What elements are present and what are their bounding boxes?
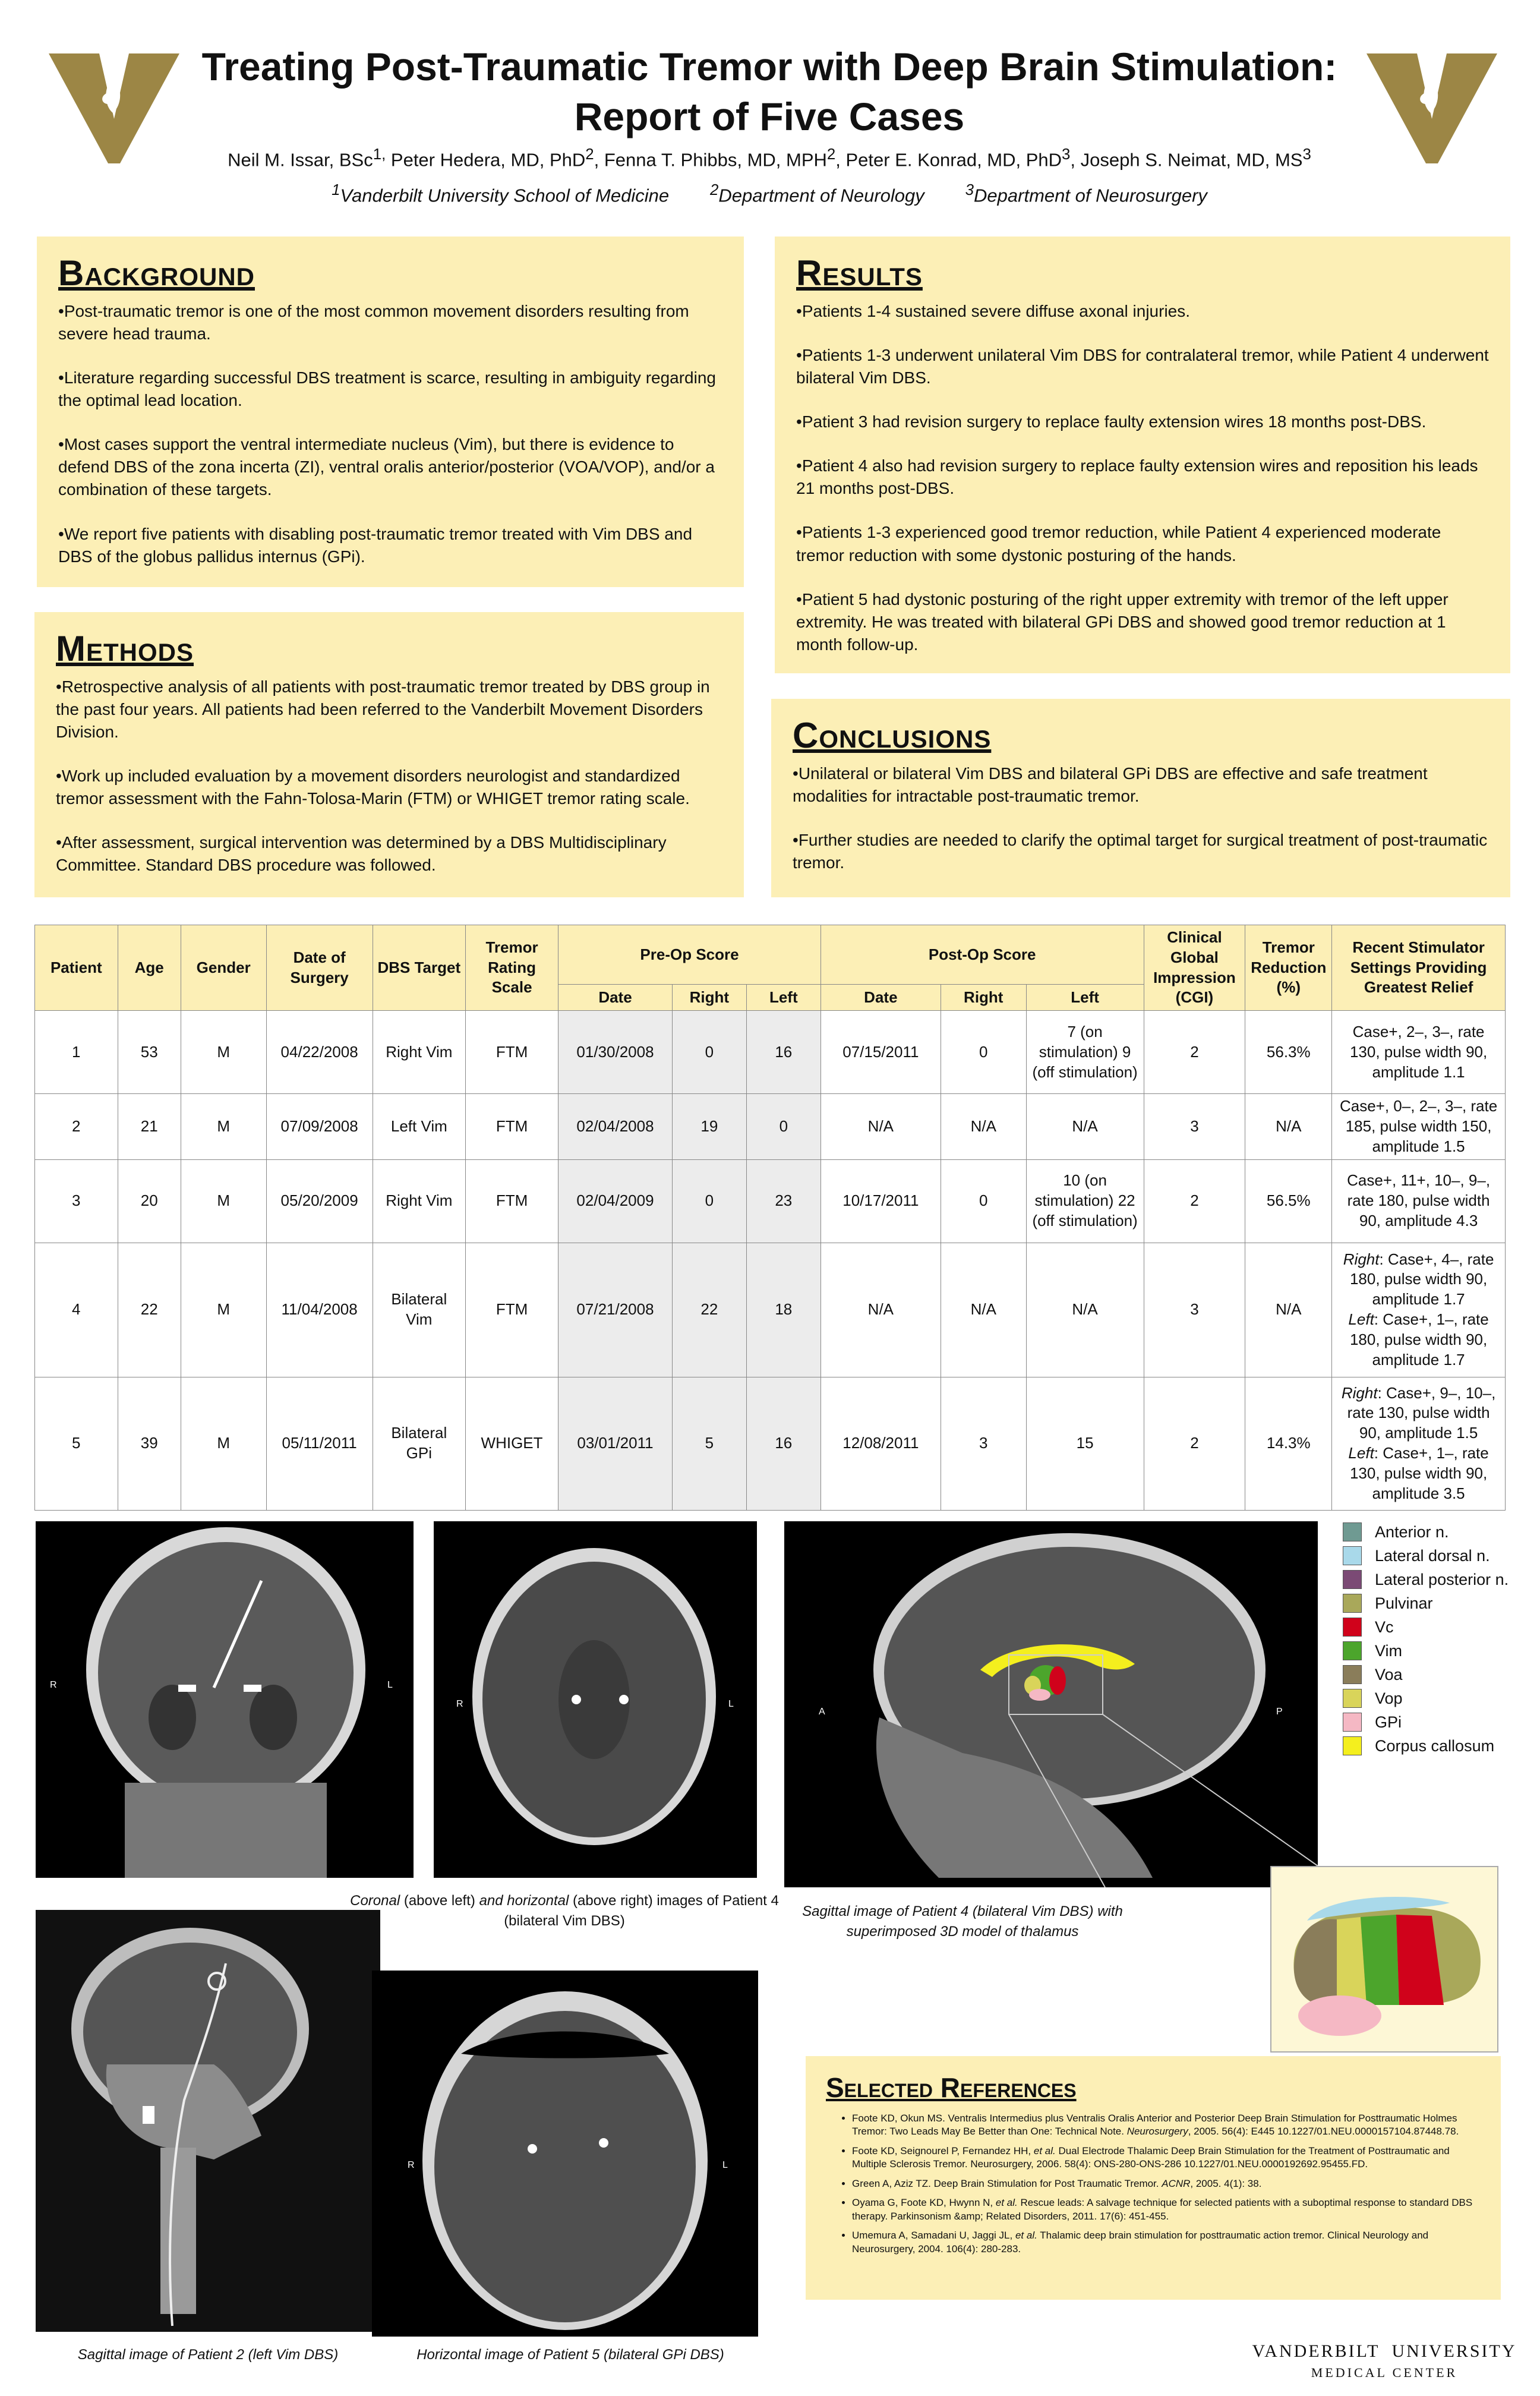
side-label-r: R	[456, 1699, 463, 1709]
results-heading: Results	[796, 253, 923, 293]
header-rating-scale: Tremor Rating Scale	[465, 925, 558, 1011]
side-label-a: A	[819, 1707, 825, 1717]
caption-sagittal-patient2: Sagittal image of Patient 2 (left Vim DBS)	[77, 2347, 339, 2363]
header-settings: Recent Stimulator Settings Providing Greatest Relief	[1332, 925, 1506, 1011]
header-gender: Gender	[181, 925, 266, 1011]
affiliations: $^1$Vanderbilt University School of Medicine $^2$Department of Neurology $^3$Department of Neurosurgery	[332, 182, 1207, 206]
header-pre-left: Left	[746, 985, 821, 1011]
header-reduction: Tremor Reduction (%)	[1245, 925, 1332, 1011]
conclusions-section	[771, 699, 1510, 897]
methods-item: • Retrospective analysis of all patients with post-traumatic tremor treated by DBS group in the past four years. All patients had been referred to the Vanderbilt Movement Disorders Division.	[56, 676, 722, 743]
legend-swatch	[1343, 1618, 1362, 1637]
methods-item: • After assessment, surgical intervention was determined by a DBS Multidisciplinary Committee. Standard DBS procedure was followed.	[56, 831, 722, 877]
background-heading: Background	[58, 253, 255, 293]
legend-item: Vim	[1343, 1641, 1402, 1660]
legend-swatch	[1343, 1594, 1362, 1613]
references-heading: Selected References	[826, 2072, 1077, 2103]
header-patient: Patient	[35, 925, 118, 1011]
reference-item: • Umemura A, Samadani U, Jaggi JL, et al. Thalamic deep brain stimulation for posttraumatic action tremor. Clinical Neurology and Neurosurgery, 2004. 106(4): 280-283.	[852, 2229, 1481, 2256]
conclusions-item: • Unilateral or bilateral Vim DBS and bilateral GPi DBS are effective and safe treatment modalities for intractable post-traumatic tremor.	[793, 762, 1489, 808]
background-item: • We report five patients with disabling post-traumatic tremor treated with Vim DBS and DBS of the globus pallidus internus (GPi).	[58, 523, 722, 568]
header-pre-right: Right	[672, 985, 746, 1011]
side-label-l: L	[387, 1680, 393, 1690]
results-item: • Patients 1-3 underwent unilateral Vim DBS for contralateral tremor, while Patient 4 underwent bilateral Vim DBS.	[796, 344, 1489, 389]
background-section	[37, 237, 744, 587]
results-item: • Patient 5 had dystonic posturing of the right upper extremity with tremor of the left upper extremity. He was treated with bilateral GPi DBS and showed good tremor reduction at 1 month follow-up.	[796, 588, 1489, 656]
poster-title: Treating Post-Traumatic Tremor with Deep Brain Stimulation: Report of Five Cases	[201, 45, 1337, 139]
legend-item: Lateral posterior n.	[1343, 1570, 1509, 1589]
coronal-ct-image	[36, 1521, 414, 1878]
methods-section	[34, 612, 744, 897]
references-section	[806, 2056, 1501, 2300]
reference-item: • Green A, Aziz TZ. Deep Brain Stimulation for Post Traumatic Tremor. ACNR, 2005. 4(1): 38.	[852, 2177, 1481, 2190]
horizontal-ct-patient5-image	[372, 1971, 758, 2337]
side-label-l: L	[728, 1699, 734, 1709]
header-preop: Pre-Op Score	[558, 925, 821, 985]
legend-item: Pulvinar	[1343, 1594, 1433, 1613]
table-row: 2 21 M 07/09/2008 Left Vim FTM 02/04/2008 19 0 N/A N/A N/A 3 N/A Case+, 0–, 2–, 3–, rate 185, pulse width 150, amplitude 1.5	[35, 1094, 1506, 1159]
legend-item: Vc	[1343, 1618, 1394, 1637]
vanderbilt-logo-right	[1361, 48, 1503, 166]
reference-item: • Foote KD, Okun MS. Ventralis Intermedius plus Ventralis Oralis Anterior and Posterior Deep Brain Stimulation for Posttraumatic Holmes Tremor: Two Leads May Be Better than One: Technical Note. Neurosurgery, 2005. 56(4): E445 10.1227/01.NEU.0000157104.87448.78.	[852, 2112, 1481, 2139]
reference-item: • Foote KD, Seignourel P, Fernandez HH, et al. Dual Electrode Thalamic Deep Brain Stimulation for the Treatment of Posttraumatic and Multiple Sclerosis Tremor. Neurosurgery, 2006. 58(4): ONS-280-ONS-286 10.1227/01.NEU.0000192692.95455.FD.	[852, 2145, 1481, 2171]
vanderbilt-logo-left	[43, 48, 185, 166]
header-post-right: Right	[941, 985, 1026, 1011]
side-label-r: R	[50, 1680, 57, 1690]
thalamus-model-inset	[1270, 1866, 1498, 2053]
side-label-r: R	[408, 2160, 415, 2170]
results-item: • Patient 4 also had revision surgery to replace faulty extension wires and reposition his leads 21 months post-DBS.	[796, 455, 1489, 500]
results-item: • Patients 1-3 experienced good tremor reduction, while Patient 4 experienced moderate tremor reduction with some dystonic posturing of the hands.	[796, 521, 1489, 566]
legend-swatch	[1343, 1546, 1362, 1565]
legend-item: Vop	[1343, 1689, 1403, 1708]
legend-swatch	[1343, 1713, 1362, 1732]
table-row: 1 53 M 04/22/2008 Right Vim FTM 01/30/2008 0 16 07/15/2011 0 7 (on stimulation) 9 (off stimulation) 2 56.3% Case+, 2–, 3–, rate 130, pulse width 90, amplitude 1.1	[35, 1011, 1506, 1094]
vumc-footer-logo: VANDERBILT UNIVERSITY MEDICAL CENTER	[1252, 2341, 1517, 2380]
legend-item: GPi	[1343, 1713, 1402, 1732]
legend-swatch	[1343, 1689, 1362, 1708]
legend-swatch	[1343, 1736, 1362, 1755]
legend-item: Voa	[1343, 1665, 1403, 1684]
conclusions-item: • Further studies are needed to clarify the optimal target for surgical treatment of post-traumatic tremor.	[793, 829, 1489, 874]
methods-item: • Work up included evaluation by a movement disorders neurologist and standardized tremor assessment with the Fahn-Tolosa-Marin (FTM) or WHIGET tremor rating scale.	[56, 765, 722, 810]
legend-swatch	[1343, 1665, 1362, 1684]
reference-item: • Oyama G, Foote KD, Hwynn N, et al. Rescue leads: A salvage technique for selected patients with a suboptimal response to standard DBS therapy. Parkinsonism &amp; Related Disorders, 2011. 17(6): 451-455.	[852, 2196, 1481, 2223]
legend-swatch	[1343, 1641, 1362, 1660]
background-item: • Literature regarding successful DBS treatment is scarce, resulting in ambiguity regarding the optimal lead location.	[58, 367, 722, 412]
legend-swatch	[1343, 1570, 1362, 1589]
background-item: • Most cases support the ventral intermediate nucleus (Vim), but there is evidence to defend DBS of the zona incerta (ZI), ventral oralis anterior/posterior (VOA/VOP), and/or a combination of these targets.	[58, 433, 722, 501]
caption-coronal-horizontal: Coronal (above left) and horizontal (above right) images of Patient 4 (bilateral Vim DBS)	[350, 1893, 779, 1929]
legend-swatch	[1343, 1522, 1362, 1541]
sagittal-xray-image	[36, 1910, 380, 2332]
table-row: 3 20 M 05/20/2009 Right Vim FTM 02/04/2009 0 23 10/17/2011 0 10 (on stimulation) 22 (off stimulation) 2 56.5% Case+, 11+, 10–, 9–, rate 180, pulse width 90, amplitude 4.3	[35, 1159, 1506, 1243]
caption-horizontal-patient5: Horizontal image of Patient 5 (bilateral GPi DBS)	[416, 2347, 724, 2363]
sagittal-thalamus-image	[784, 1521, 1318, 1887]
table-row: 4 22 M 11/04/2008 Bilateral Vim FTM 07/21/2008 22 18 N/A N/A N/A 3 N/A Right: Case+, 4–, rate 180, pulse width 90, amplitude 1.7 Left: Case+, 1–, rate 180, pulse width 90, amplitude 1.7	[35, 1243, 1506, 1377]
table-row: 5 39 M 05/11/2011 Bilateral GPi WHIGET 03/01/2011 5 16 12/08/2011 3 15 2 14.3% Right: Case+, 9–, 10–, rate 130, pulse width 90, amplitude 1.5 Left: Case+, 1–, rate 130, pulse width 90, amplitude 3.5	[35, 1377, 1506, 1510]
methods-heading: Methods	[56, 629, 194, 669]
patient-table	[34, 925, 1506, 1511]
header-post-date: Date	[821, 985, 941, 1011]
legend-item: Corpus callosum	[1343, 1736, 1494, 1755]
legend-item: Anterior n.	[1343, 1522, 1449, 1541]
results-section	[775, 237, 1510, 673]
results-item: • Patient 3 had revision surgery to replace faulty extension wires 18 months post-DBS.	[796, 411, 1489, 433]
header-pre-date: Date	[558, 985, 673, 1011]
author-list: Neil M. Issar, BSc$^{1,}$ Peter Hedera, MD, PhD$^2$, Fenna T. Phibbs, MD, MPH$^2$, Peter E. Konrad, MD, PhD$^3$, Joseph S. Neimat, MD, $MS^3$	[228, 146, 1311, 171]
horizontal-ct-image	[434, 1521, 757, 1878]
side-label-l: L	[722, 2160, 728, 2170]
header-postop: Post-Op Score	[821, 925, 1144, 985]
header-age: Age	[118, 925, 181, 1011]
header-post-left: Left	[1026, 985, 1144, 1011]
conclusions-heading: Conclusions	[793, 715, 992, 755]
header-date-surgery: Date of Surgery	[266, 925, 373, 1011]
results-item: • Patients 1-4 sustained severe diffuse axonal injuries.	[796, 300, 1489, 323]
header-dbs-target: DBS Target	[373, 925, 465, 1011]
header-cgi: Clinical Global Impression (CGI)	[1144, 925, 1245, 1011]
background-item: • Post-traumatic tremor is one of the most common movement disorders resulting from severe head trauma.	[58, 300, 722, 345]
side-label-p: P	[1276, 1707, 1283, 1717]
legend-item: Lateral dorsal n.	[1343, 1546, 1490, 1565]
caption-sagittal-patient4: Sagittal image of Patient 4 (bilateral Vim DBS) with superimposed 3D model of thalamus	[802, 1903, 1123, 1940]
